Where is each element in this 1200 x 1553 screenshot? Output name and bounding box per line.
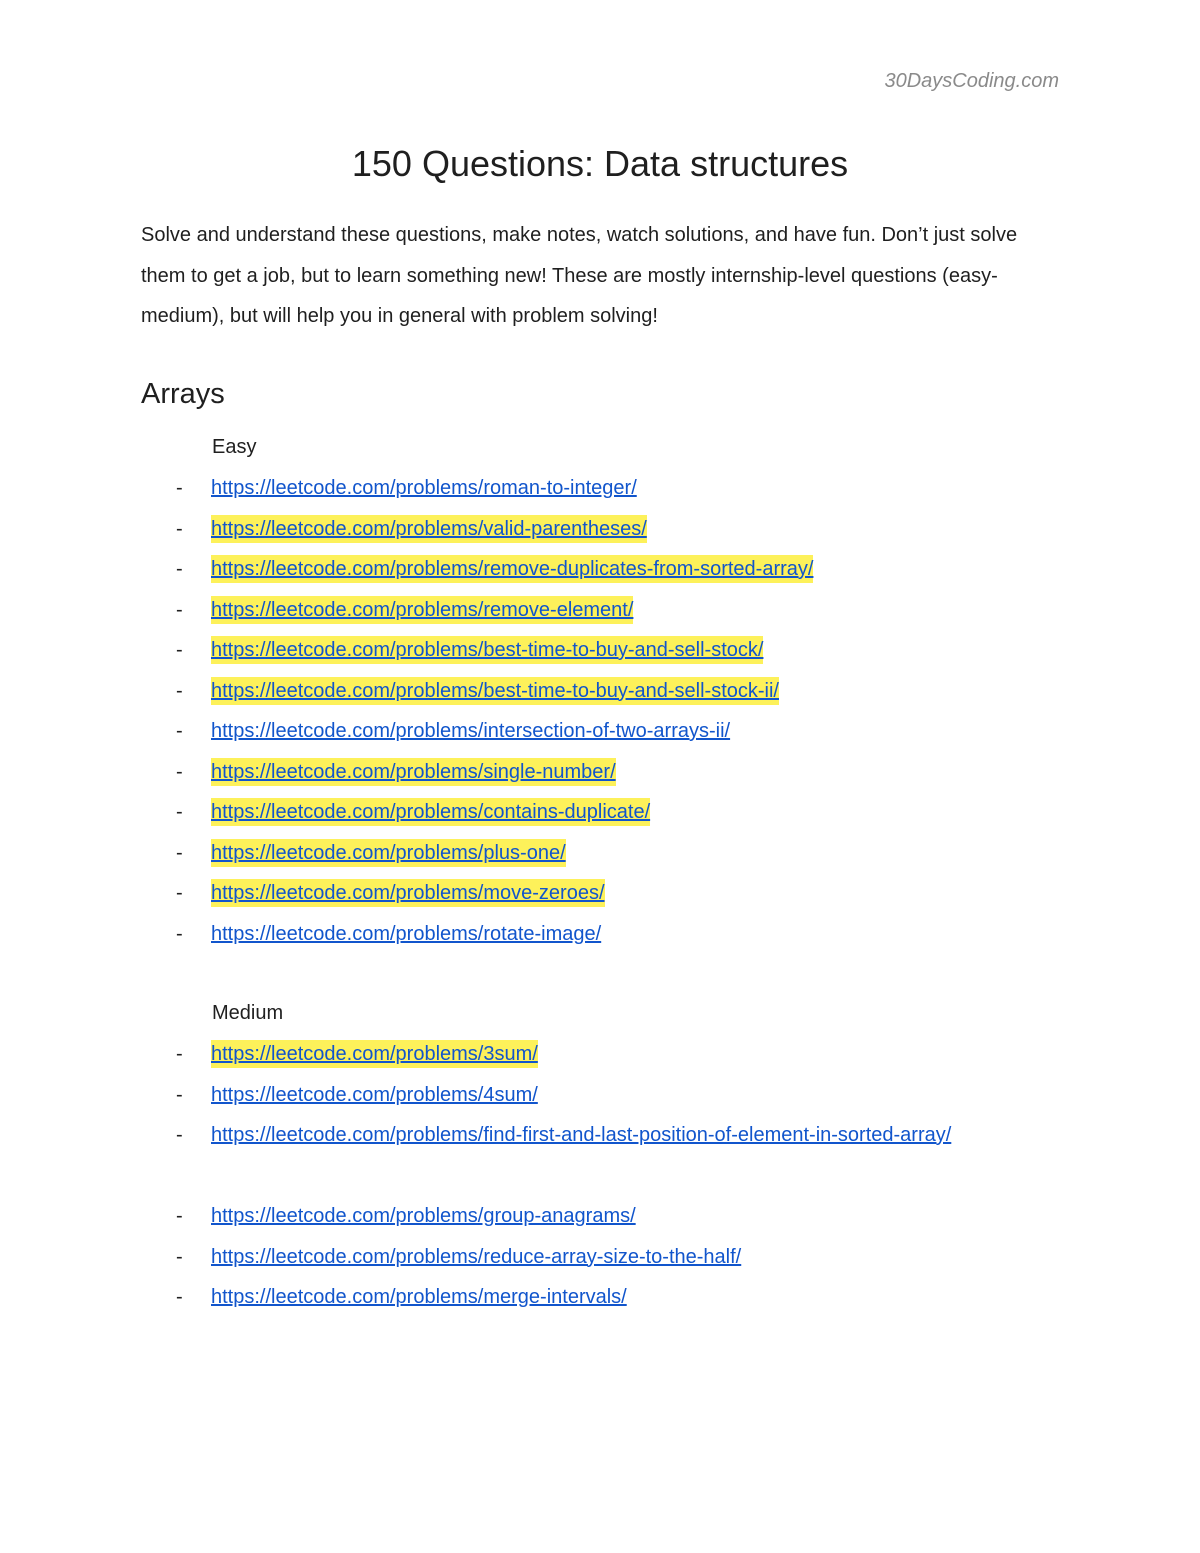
bullet-dash: - <box>176 509 183 550</box>
list-item <box>0 833 1200 874</box>
easy-link-list <box>0 468 1200 954</box>
list-item <box>0 711 1200 752</box>
problem-link[interactable]: https://leetcode.com/problems/plus-one/ <box>211 839 566 867</box>
easy-label: Easy <box>212 436 257 458</box>
list-item <box>0 914 1200 955</box>
list-item <box>0 1237 1200 1278</box>
list-item <box>0 549 1200 590</box>
bullet-dash: - <box>176 1083 183 1106</box>
bullet-dash: - <box>176 882 183 904</box>
list-item <box>0 792 1200 833</box>
problem-link[interactable]: https://leetcode.com/problems/best-time-to-buy-and-sell-stock-ii/ <box>211 677 779 705</box>
medium-label: Medium <box>212 1002 284 1024</box>
section-heading-arrays: Arrays <box>141 378 225 410</box>
list-item <box>0 1034 1200 1075</box>
bullet-dash: - <box>176 1286 183 1308</box>
medium-link-list <box>0 1034 1200 1318</box>
bullet-dash: - <box>176 630 183 671</box>
list-item <box>0 1115 1200 1196</box>
problem-link[interactable]: https://leetcode.com/problems/merge-intervals/ <box>211 1286 627 1308</box>
bullet-dash: - <box>176 1205 183 1227</box>
problem-link[interactable]: https://leetcode.com/problems/best-time-to-buy-and-sell-stock/ <box>211 636 763 664</box>
problem-link[interactable]: https://leetcode.com/problems/contains-duplicate/ <box>211 798 650 826</box>
bullet-dash: - <box>176 598 183 621</box>
problem-link[interactable]: https://leetcode.com/problems/reduce-array-size-to-the-half/ <box>211 1245 742 1268</box>
bullet-dash: - <box>176 558 183 580</box>
problem-link[interactable]: https://leetcode.com/problems/group-anagrams/ <box>211 1205 636 1227</box>
site-watermark: 30DaysCoding.com <box>884 70 1059 92</box>
bullet-dash: - <box>176 477 183 499</box>
list-item <box>0 468 1200 509</box>
list-item <box>0 1075 1200 1116</box>
bullet-dash: - <box>176 922 183 945</box>
problem-link[interactable]: https://leetcode.com/problems/rotate-image/ <box>211 922 602 945</box>
bullet-dash: - <box>176 679 183 702</box>
list-item <box>0 590 1200 631</box>
problem-link[interactable]: https://leetcode.com/problems/roman-to-integer/ <box>211 477 637 499</box>
page-title: 150 Questions: Data structures <box>351 143 849 184</box>
list-item <box>0 671 1200 712</box>
list-item <box>0 752 1200 793</box>
bullet-dash: - <box>176 841 183 864</box>
problem-link[interactable]: https://leetcode.com/problems/3sum/ <box>211 1040 538 1068</box>
problem-link[interactable]: https://leetcode.com/problems/find-first-and-last-position-of-element-in-sorted-array/ <box>211 1124 952 1146</box>
problem-link[interactable]: https://leetcode.com/problems/valid-parentheses/ <box>211 515 647 543</box>
bullet-dash: - <box>176 1043 183 1065</box>
list-item <box>0 873 1200 914</box>
bullet-dash: - <box>176 720 183 742</box>
list-item <box>0 1277 1200 1318</box>
problem-link[interactable]: https://leetcode.com/problems/remove-element/ <box>211 596 633 624</box>
problem-link[interactable]: https://leetcode.com/problems/remove-duplicates-from-sorted-array/ <box>211 555 813 583</box>
problem-link[interactable]: https://leetcode.com/problems/4sum/ <box>211 1083 538 1106</box>
problem-link[interactable]: https://leetcode.com/problems/intersection-of-two-arrays-ii/ <box>211 720 731 742</box>
problem-link[interactable]: https://leetcode.com/problems/move-zeroes/ <box>211 879 605 907</box>
intro-paragraph: Solve and understand these questions, make notes, watch solutions, and have fun. Don’t just solve them to get a job, but to learn something new! These are mostly internship-level questions (easy-medium), but will help you in general with problem solving! <box>141 224 1018 327</box>
bullet-dash: - <box>176 792 183 833</box>
bullet-dash: - <box>176 760 183 783</box>
bullet-dash: - <box>176 1245 183 1268</box>
bullet-dash: - <box>176 1124 183 1146</box>
list-item <box>0 509 1200 550</box>
list-item <box>0 1196 1200 1237</box>
list-item <box>0 630 1200 671</box>
problem-link[interactable]: https://leetcode.com/problems/single-number/ <box>211 758 616 786</box>
